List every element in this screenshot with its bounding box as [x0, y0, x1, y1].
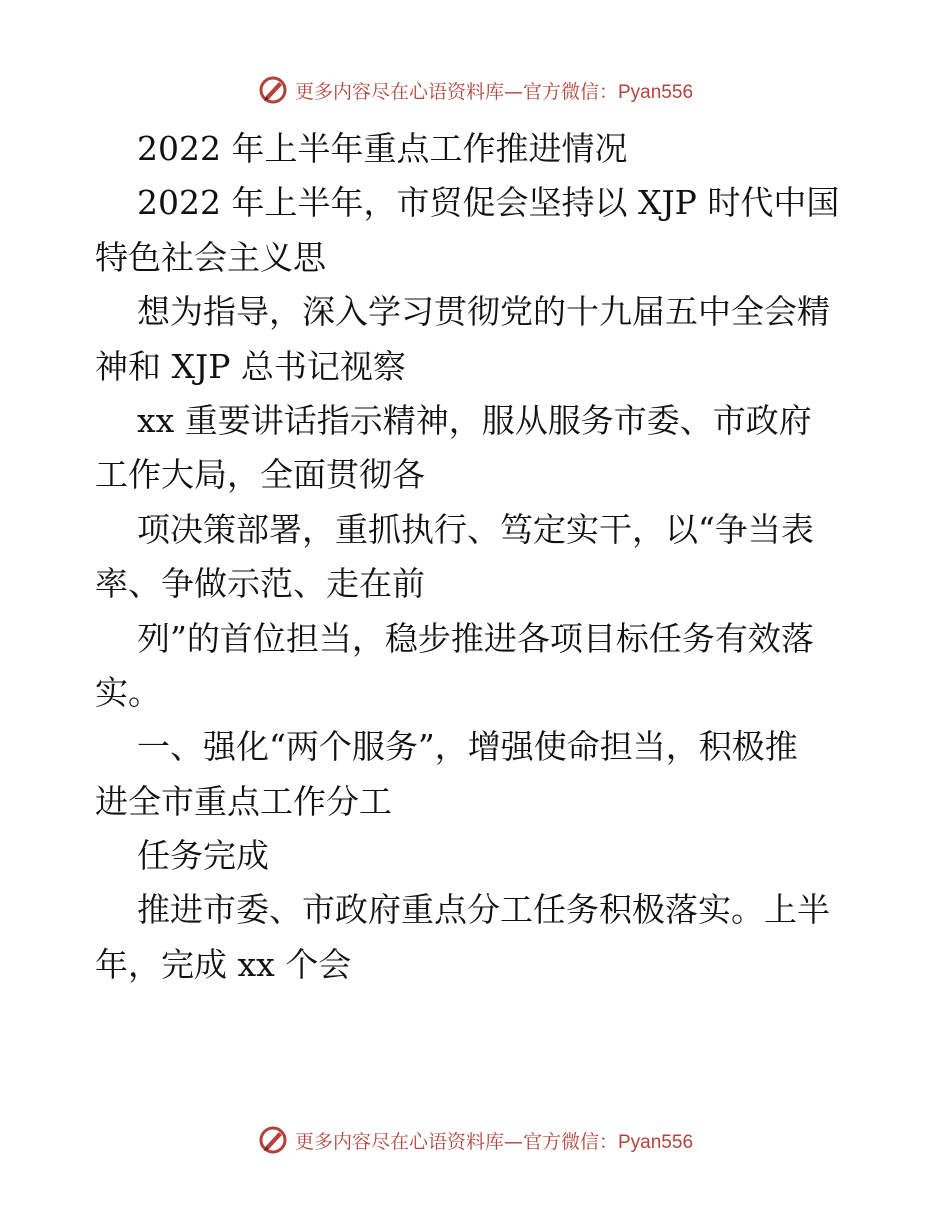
doc-line: 年，完成 xx 个会: [95, 944, 352, 984]
doc-line: 项决策部署，重抓执行、笃定实干，以“争当表: [137, 509, 814, 549]
doc-line: 2022 年上半年重点工作推进情况: [137, 129, 628, 168]
doc-line: 实。: [95, 672, 161, 712]
doc-line: 2022 年上半年，市贸促会坚持以 XJP 时代中国: [137, 183, 840, 223]
doc-line: 想为指导，深入学习贯彻党的十九届五中全会精: [137, 292, 830, 332]
watermark-wechat-id: Pyan556: [618, 1131, 694, 1153]
watermark-wechat-id: Pyan556: [618, 81, 694, 103]
doc-line: 工作大局，全面贯彻各: [95, 455, 425, 495]
doc-line: 特色社会主义思: [95, 237, 326, 277]
watermark-text: 更多内容尽在心语资料库—官方微信：: [294, 80, 618, 103]
footer-watermark: [0, 1120, 950, 1160]
header-watermark: [0, 70, 950, 110]
doc-line: 神和 XJP 总书记视察: [95, 346, 406, 386]
doc-line: 推进市委、市政府重点分工任务积极落实。上半: [137, 890, 830, 930]
brush-pen-logo-icon: [257, 1124, 289, 1156]
document-body: [95, 122, 855, 992]
watermark-text: 更多内容尽在心语资料库—官方微信：: [294, 1130, 618, 1153]
doc-line: xx 重要讲话指示精神，服从服务市委、市政府: [137, 400, 812, 440]
brush-pen-logo-icon: [257, 74, 289, 106]
doc-line: 任务完成: [137, 836, 269, 876]
doc-line: 列”的首位担当，稳步推进各项目标任务有效落: [137, 618, 814, 658]
doc-line: 率、争做示范、走在前: [95, 564, 425, 604]
doc-line: 进全市重点工作分工: [95, 781, 392, 821]
doc-line: 一、强化“两个服务”，增强使命担当，积极推: [137, 727, 798, 767]
